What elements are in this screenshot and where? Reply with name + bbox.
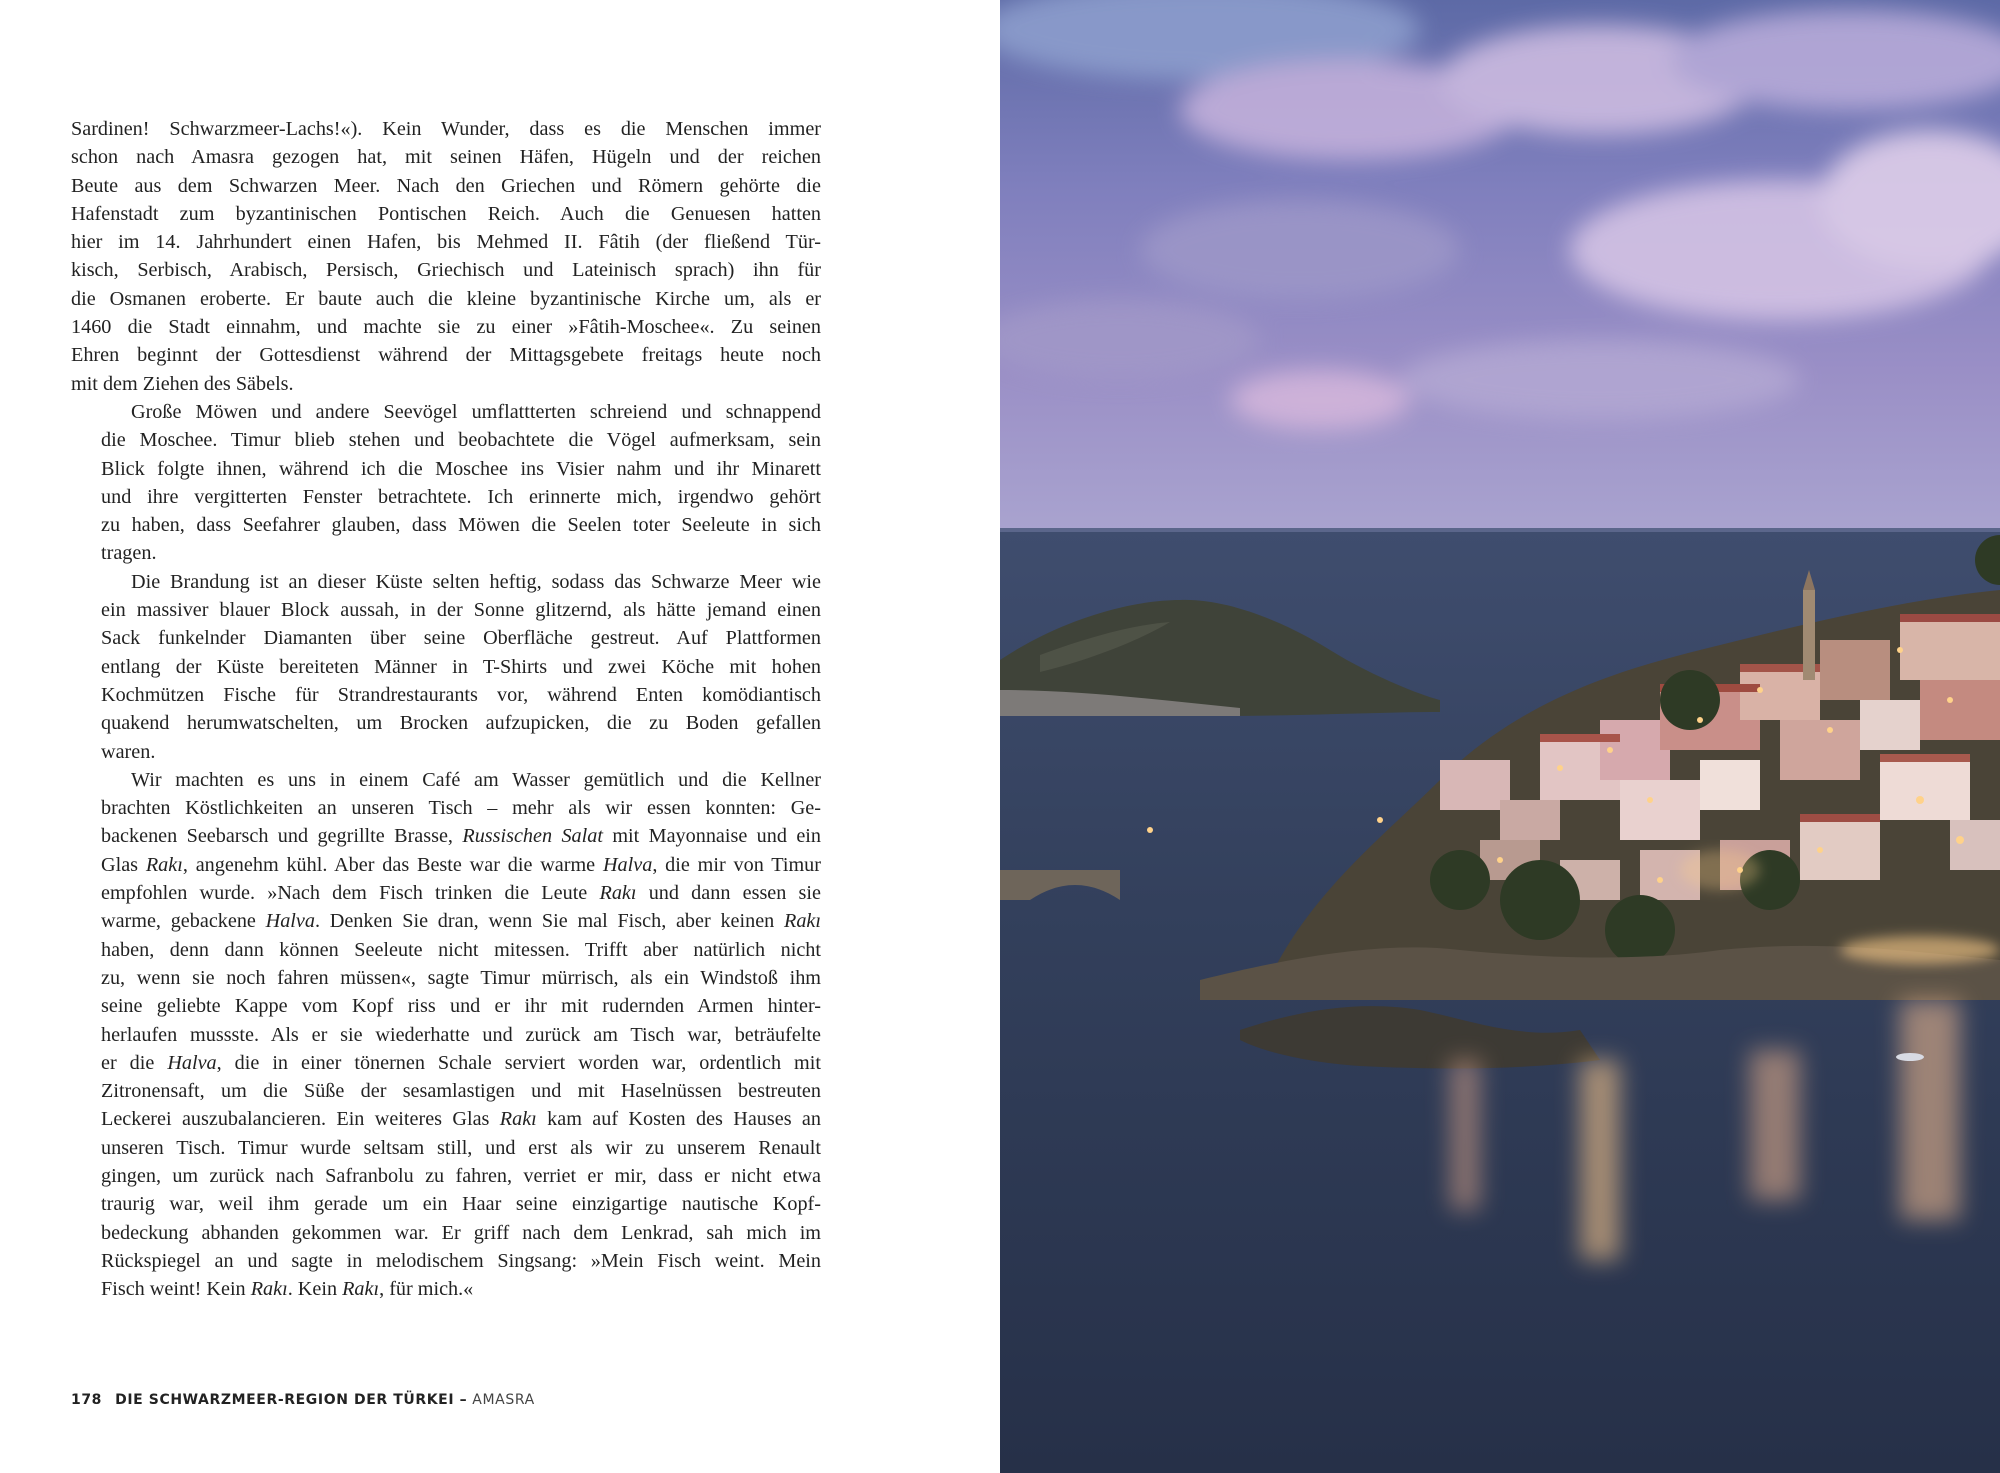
text-line: mit dem Ziehen des Säbels. [71,372,294,395]
text-line: unseren Tisch. Timur wurde seltsam still, und erst als wir zu unserem Renault [101,1136,821,1159]
text-line: entlang der Küste bereiteten Männer in T-Shirts und zwei Köche mit hohen [101,655,821,678]
text-line: backenen Seebarsch und gegrillte Brasse, Russischen Salat mit Mayonnaise und ein [101,825,821,848]
text-line: traurig war, weil ihm gerade um ein Haar seine einzigartige nautische Kopf- [101,1193,821,1216]
text-line: brachten Köstlichkeiten an unseren Tisch – mehr als wir essen konnten: Ge- [101,797,821,820]
text-line: Zitronensaft, um die Süße der sesamlastigen und mit Haselnüssen bestreuten [101,1080,821,1103]
text-line: Sardinen! Schwarzmeer-Lachs!«). Kein Wunder, dass es die Menschen immer [71,118,821,140]
text-line: Wir machten es uns in einem Café am Wasser gemütlich und die Kellner [131,768,821,791]
text-line: Blick folgte ihnen, während ich die Moschee ins Visier nahm und ihr Minarett [101,457,821,480]
text-line: ein massiver blauer Block aussah, in der Sonne glitzernd, als hätte jemand einen [101,599,821,622]
section-title: DIE SCHWARZMEER-REGION DER TÜRKEI – [115,1392,468,1408]
text-line: Leckerei auszubalancieren. Ein weiteres Glas Rakı kam auf Kosten des Hauses an [101,1108,821,1131]
text-line: die Osmanen eroberte. Er baute auch die kleine byzantinische Kirche um, als er [71,287,821,310]
text-line: zu, wenn sie noch fahren müssen«, sagte Timur mürrisch, als ein Windstoß ihm [101,966,821,989]
body-text [71,115,821,1303]
text-line: bedeckung abhanden gekommen war. Er griff nach dem Lenkrad, sah mich im [101,1221,821,1244]
paragraph [71,568,821,766]
amasra-photo [1000,0,2000,1473]
text-line: Große Möwen und andere Seevögel umflattterten schreiend und schnappend [131,400,821,423]
text-line: Fisch weint! Kein Rakı. Kein Rakı, für mich.« [101,1278,474,1301]
text-line: schon nach Amasra gezogen hat, mit seinen Häfen, Hügeln und der reichen [71,146,821,169]
text-line: Kochmützen Fische für Strandrestaurants vor, während Enten komödiantisch [101,683,821,706]
text-line: gingen, um zurück nach Safranbolu zu fahren, verriet er mir, dass er nicht etwa [101,1164,821,1187]
text-line: kisch, Serbisch, Arabisch, Persisch, Griechisch und Lateinisch sprach) ihn für [71,259,821,282]
text-line: Hafenstadt zum byzantinischen Pontischen Reich. Auch die Genuesen hatten [71,202,821,225]
paragraph [71,398,821,568]
text-line: haben, denn dann können Seeleute nicht mitessen. Trifft aber natürlich nicht [101,938,821,961]
place-name: AMASRA [472,1392,535,1408]
paragraph [71,115,821,398]
text-line: empfohlen wurde. »Nach dem Fisch trinken die Leute Rakı und dann essen sie [101,882,821,905]
running-footer [71,1392,535,1408]
text-line: Glas Rakı, angenehm kühl. Aber das Beste war die warme Halva, die mir von Timur [101,853,821,876]
text-line: warme, gebackene Halva. Denken Sie dran, wenn Sie mal Fisch, aber keinen Rakı [101,910,821,933]
text-line: Rückspiegel an und sagte in melodischem Singsang: »Mein Fisch weint. Mein [101,1249,821,1272]
paragraph [71,766,821,1304]
text-line: Sack funkelnder Diamanten über seine Oberfläche gestreut. Auf Plattformen [101,627,821,650]
text-line: 1460 die Stadt einnahm, und machte sie zu einer »Fâtih-Moschee«. Zu seinen [71,316,821,339]
text-line: waren. [101,740,156,763]
text-line: Ehren beginnt der Gottesdienst während der Mittagsgebete freitags heute noch [71,344,821,367]
text-line: die Moschee. Timur blieb stehen und beobachtete die Vögel aufmerksam, sein [101,429,821,452]
text-line: Die Brandung ist an dieser Küste selten heftig, sodass das Schwarze Meer wie [131,570,821,593]
text-line: und ihre vergitterten Fenster betrachtete. Ich erinnerte mich, irgendwo gehört [101,485,821,508]
text-line: tragen. [101,542,157,565]
text-line: er die Halva, die in einer tönernen Schale serviert worden war, ordentlich mit [101,1051,821,1074]
page-number: 178 [71,1392,103,1408]
text-line: hier im 14. Jahrhundert einen Hafen, bis Mehmed II. Fâtih (der fließend Tür- [71,231,821,254]
text-line: zu haben, dass Seefahrer glauben, dass Möwen die Seelen toter Seeleute in sich [101,514,821,537]
text-line: Beute aus dem Schwarzen Meer. Nach den Griechen und Römern gehörte die [71,174,821,197]
text-line: seine geliebte Kappe vom Kopf riss und er ihr mit rudernden Armen hinter- [101,995,821,1018]
text-line: herlaufen mussste. Als er sie wiederhatte und zurück am Tisch war, beträufelte [101,1023,821,1046]
text-line: quakend herumwatschelten, um Brocken aufzupicken, die zu Boden gefallen [101,712,821,735]
